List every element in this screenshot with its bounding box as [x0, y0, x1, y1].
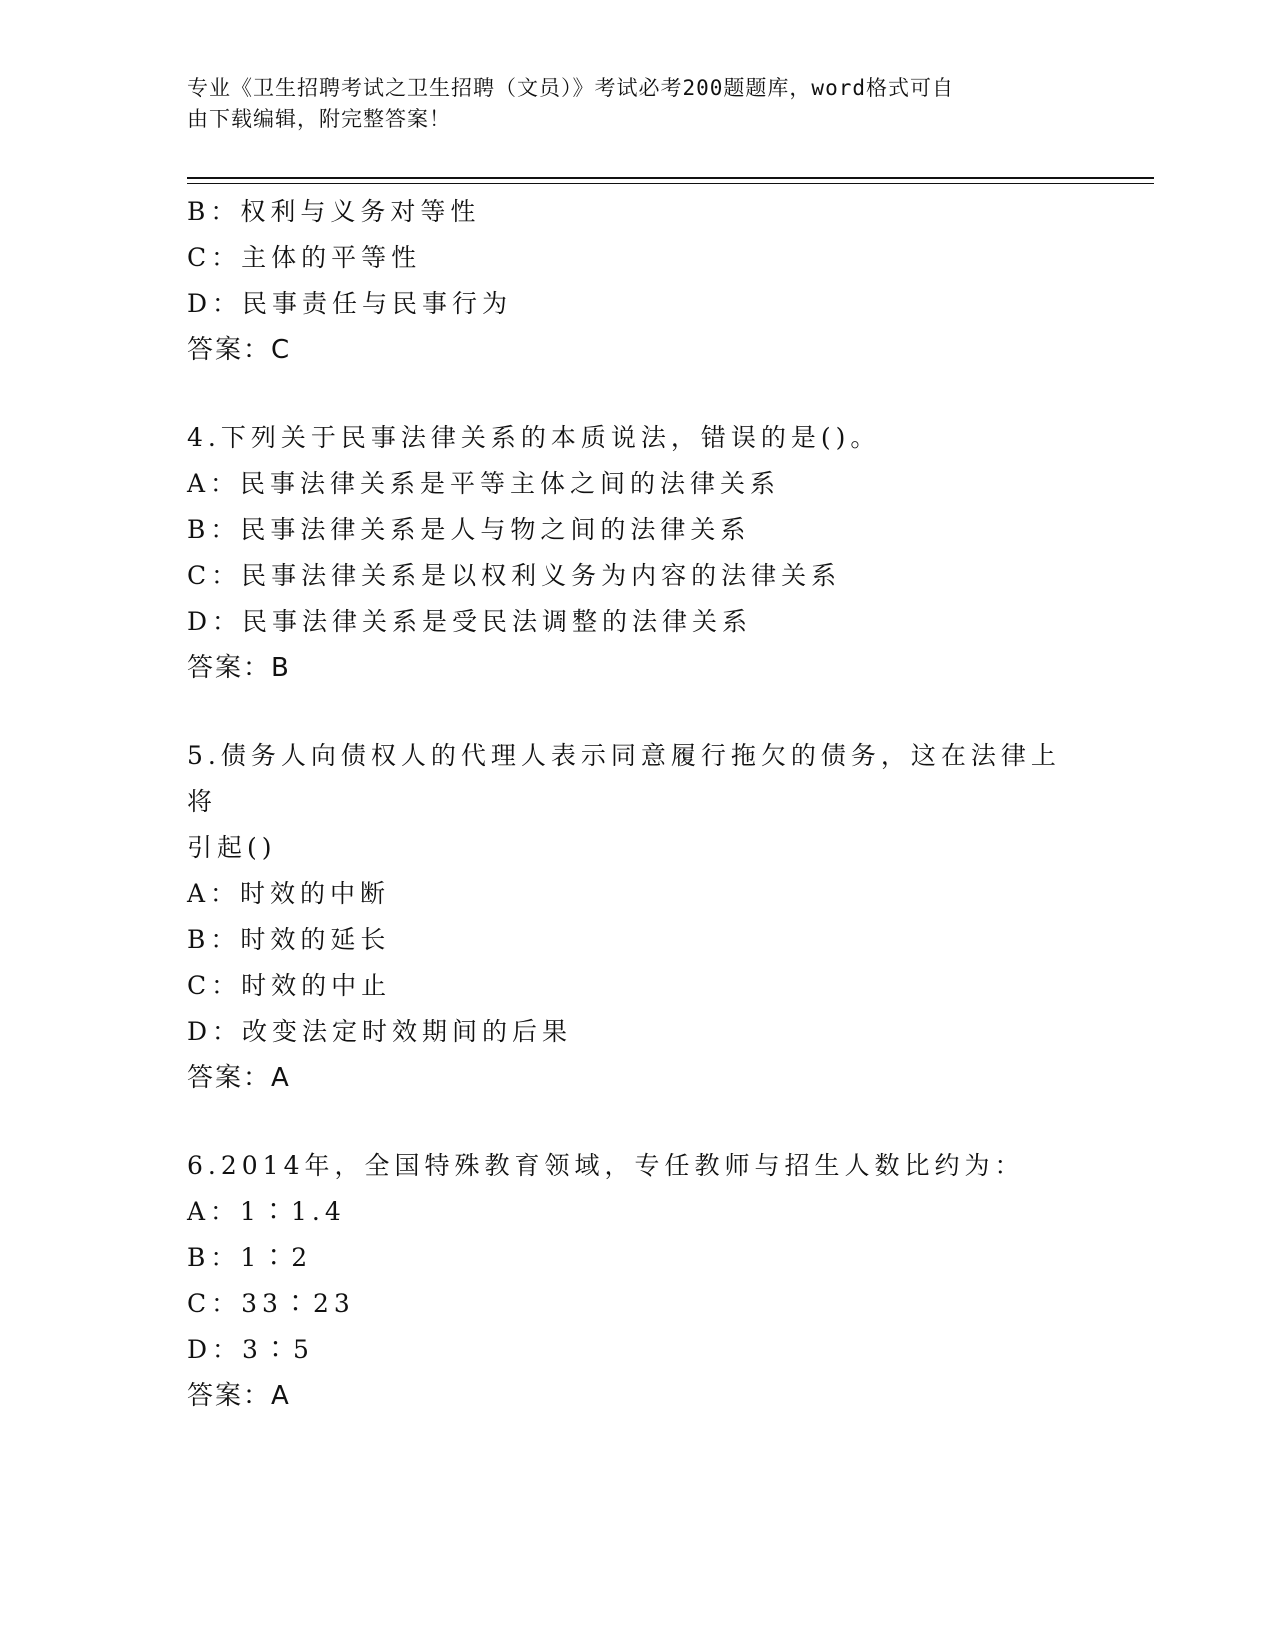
option-b: B：民事法律关系是人与物之间的法律关系: [187, 515, 751, 544]
option-a: A：时效的中断: [187, 879, 391, 908]
question-text-line-1: 5.债务人向债权人的代理人表示同意履行拖欠的债务，这在法律上将: [187, 741, 1061, 816]
option-c: C：时效的中止: [187, 971, 392, 1000]
option-d: D：民事责任与民事行为: [187, 289, 513, 318]
answer-line: 答案：A: [187, 1381, 291, 1411]
spacer: [187, 691, 1087, 733]
option-d: D：3∶5: [187, 1335, 314, 1364]
option-d: D：民事法律关系是受民法调整的法律关系: [187, 607, 753, 636]
option-c: C：主体的平等性: [187, 243, 422, 272]
option-a: A：1∶1.4: [187, 1197, 346, 1226]
option-c: C：33∶23: [187, 1289, 355, 1318]
answer-line: 答案：C: [187, 335, 292, 365]
header-line-1: 专业《卫生招聘考试之卫生招聘（文员）》考试必考200题题库，word格式可自: [187, 76, 954, 100]
option-b: B：1∶2: [187, 1243, 313, 1272]
question-text-line-2: 引起(): [187, 833, 277, 862]
question-text: 4.下列关于民事法律关系的本质说法，错误的是()。: [187, 423, 881, 452]
question-text: 6.2014年，全国特殊教育领域，专任教师与招生人数比约为：: [187, 1151, 1025, 1180]
option-d: D：改变法定时效期间的后果: [187, 1017, 573, 1046]
option-b: B：权利与义务对等性: [187, 197, 481, 226]
question-list: [187, 189, 1087, 1419]
question-6: [187, 1143, 1087, 1419]
option-c: C：民事法律关系是以权利义务为内容的法律关系: [187, 561, 842, 590]
spacer: [187, 1101, 1087, 1143]
document-header: [187, 73, 1067, 135]
option-b: B：时效的延长: [187, 925, 391, 954]
header-divider-thin: [187, 183, 1154, 184]
question-4: [187, 415, 1087, 691]
question-3-continuation: [187, 189, 1087, 373]
option-a: A：民事法律关系是平等主体之间的法律关系: [187, 469, 781, 498]
spacer: [187, 373, 1087, 415]
answer-line: 答案：A: [187, 1063, 291, 1093]
header-divider-thick: [187, 177, 1154, 179]
answer-line: 答案：B: [187, 653, 291, 683]
question-5: [187, 733, 1087, 1101]
header-line-2: 由下载编辑，附完整答案！: [187, 107, 451, 131]
